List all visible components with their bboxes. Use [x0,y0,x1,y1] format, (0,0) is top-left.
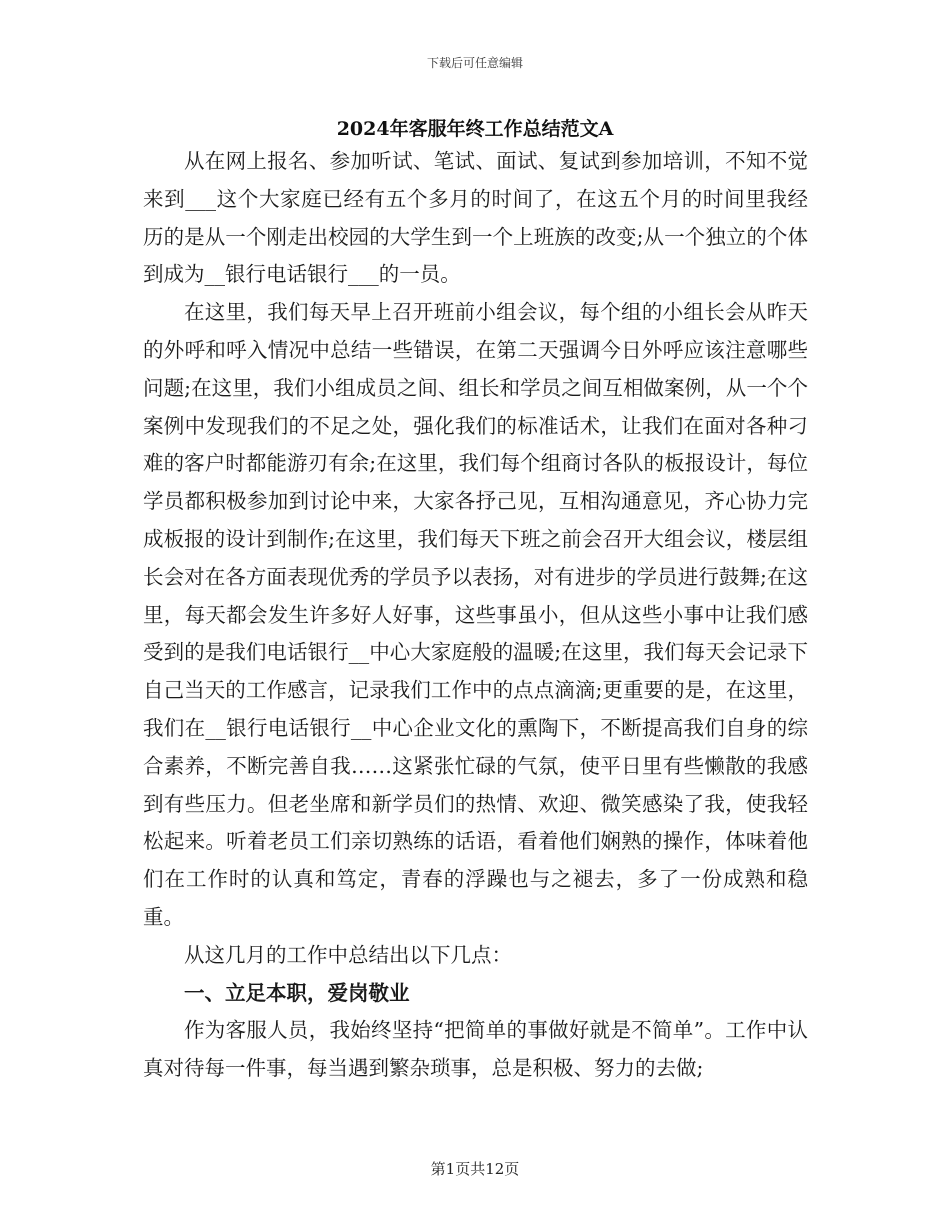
paragraph-section-one: 作为客服人员，我始终坚持“把简单的事做好就是不简单”。工作中认真对待每一件事，每当遇到繁杂琐事，总是积极、努力的去做; [143,1018,808,1081]
document-title: 2024年客服年终工作总结范文A [336,118,614,140]
page-header-note: 下载后可任意编辑 [426,56,523,70]
section-heading: 一、立足本职，爱岗敬业 [184,980,410,1005]
document-body [143,143,808,1088]
paragraph-summary-lead: 从这几月的工作中总结出以下几点： [184,942,512,967]
page-number: 第1页共12页 [430,1160,520,1178]
paragraph-intro: 从在网上报名、参加听试、笔试、面试、复试到参加培训，不知不觉来到___这个大家庭已经有五个多月的时间了，在这五个月的时间里我经历的是从一个刚走出校园的大学生到一个上班族的改变;从一个独立的个体到成为__银行电话银行___的一员。 [143,149,808,287]
paragraph-daily-work: 在这里，我们每天早上召开班前小组会议，每个组的小组长会从昨天的外呼和呼入情况中总结一些错误，在第二天强调今日外呼应该注意哪些问题;在这里，我们小组成员之间、组长和学员之间互相做案例，从一个个案例中发现我们的不足之处，强化我们的标准话术，让我们在面对各种刁难的客户时都能游刃有余;在这里，我们每个组商讨各队的板报设计，每位学员都积极参加到讨论中来，大家各抒己见，互相沟通意见，齐心协力完成板报的设计到制作;在这里，我们每天下班之前会召开大组会议，楼层组长会对在各方面表现优秀的学员予以表扬，对有进步的学员进行鼓舞;在这里，每天都会发生许多好人好事，这些事虽小，但从这些小事中让我们感受到的是我们电话银行__中心大家庭般的温暖;在这里，我们每天会记录下自己当天的工作感言，记录我们工作中的点点滴滴;更重要的是，在这里，我们在__银行电话银行__中心企业文化的熏陶下，不断提高我们自身的综合素养，不断完善自我……这紧张忙碌的气氛，使平日里有些懒散的我感到有些压力。但老坐席和新学员们的热情、欢迎、微笑感染了我，使我轻松起来。听着老员工们亲切熟练的话语，看着他们娴熟的操作，体味着他们在工作时的认真和笃定，青春的浮躁也与之褪去，多了一份成熟和稳重。 [143,300,808,929]
